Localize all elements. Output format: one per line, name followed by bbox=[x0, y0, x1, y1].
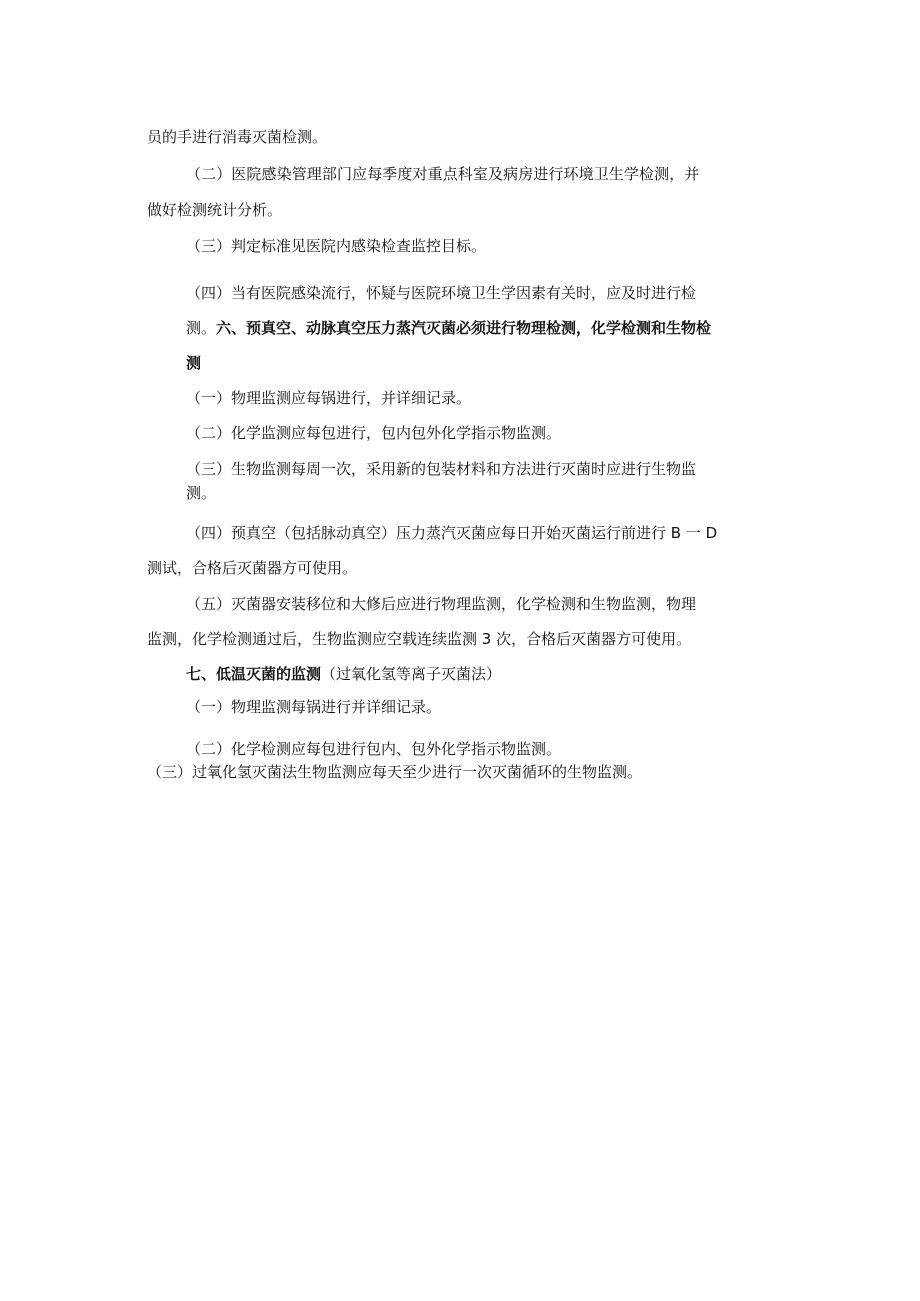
section-heading: 六、预真空、动脉真空压力蒸汽灭菌必须进行物理检测，化学检测和生物检 bbox=[216, 319, 712, 337]
text-span: 测。 bbox=[186, 319, 217, 337]
text-line bbox=[186, 318, 711, 338]
text-line: （四）当有医院感染流行，怀疑与医院环境卫生学因素有关时，应及时进行检 bbox=[186, 284, 697, 302]
text-line: 测。 bbox=[186, 484, 217, 502]
section-heading-cont: 测 bbox=[186, 354, 202, 372]
text-line: （三）生物监测每周一次，采用新的包装材料和方法进行灭菌时应进行生物监 bbox=[186, 460, 697, 478]
text-line: （三）过氧化氢灭菌法生物监测应每天至少进行一次灭菌循环的生物监测。 bbox=[147, 763, 643, 781]
text-line: （二）医院感染管理部门应每季度对重点科室及病房进行环境卫生学检测，并 bbox=[186, 165, 700, 183]
text-line bbox=[186, 664, 501, 684]
text-line: （一）物理监测应每锅进行，并详细记录。 bbox=[186, 389, 472, 407]
text-line: 做好检测统计分析。 bbox=[147, 201, 283, 219]
section-heading: 七、低温灭菌的监测 bbox=[186, 665, 322, 683]
text-span: （过氧化氢等离子灭菌法） bbox=[321, 665, 502, 683]
text-line: 测试，合格后灭菌器方可使用。 bbox=[147, 559, 358, 577]
text-line: （一）物理监测每锅进行并详细记录。 bbox=[186, 698, 442, 716]
text-line: （二）化学监测应每包进行，包内包外化学指示物监测。 bbox=[186, 424, 562, 442]
text-line: 监测，化学检测通过后，生物监测应空载连续监测 3 次，合格后灭菌器方可使用。 bbox=[147, 630, 692, 648]
text-line: 员的手进行消毒灭菌检测。 bbox=[147, 128, 328, 146]
text-line: （四）预真空（包括脉动真空）压力蒸汽灭菌应每日开始灭菌运行前进行 B 一 D bbox=[186, 524, 718, 542]
text-line: （二）化学检测应每包进行包内、包外化学指示物监测。 bbox=[186, 740, 562, 758]
text-line: （五）灭菌器安装移位和大修后应进行物理监测，化学检测和生物监测，物理 bbox=[186, 595, 697, 613]
text-line: （三）判定标准见医院内感染检查监控目标。 bbox=[186, 237, 487, 255]
